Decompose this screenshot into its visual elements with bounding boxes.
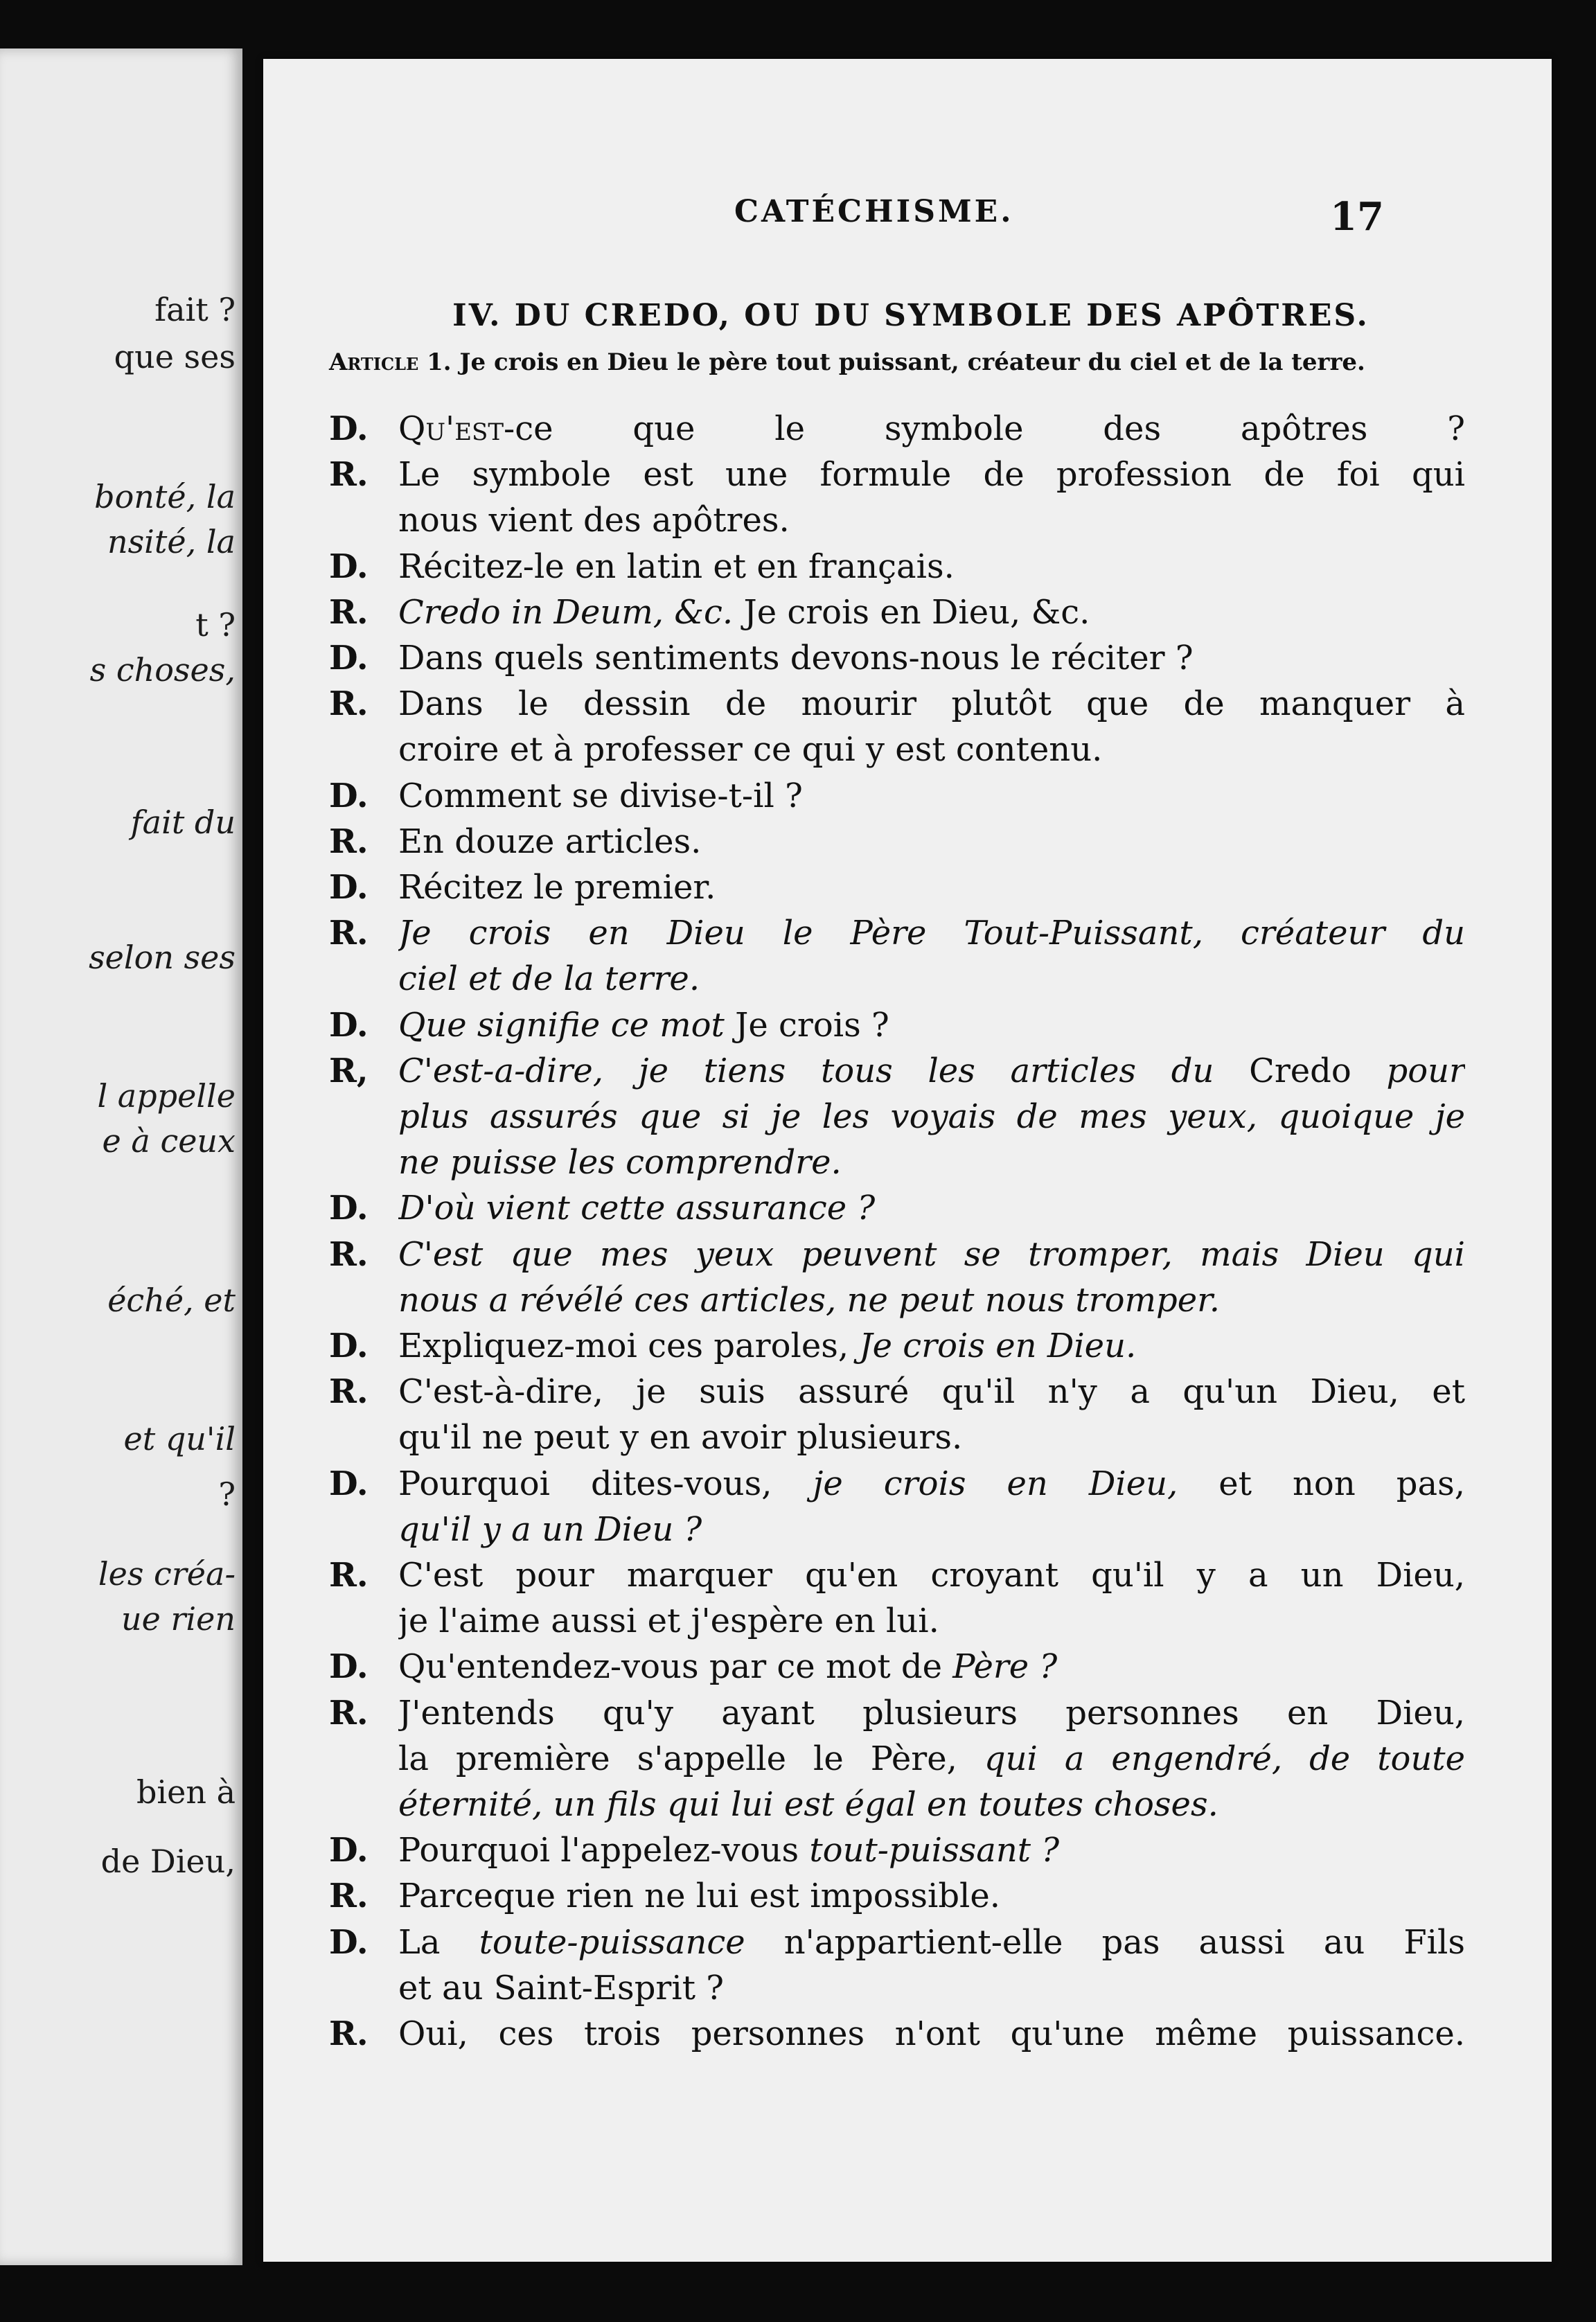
text-run: et au Saint-Esprit ? bbox=[398, 1969, 724, 2008]
line-label: R. bbox=[329, 2014, 369, 2053]
qa-line bbox=[329, 1828, 1465, 1872]
text-run: C'est-à-dire, je suis assuré qu'il n'y a qu'un Dieu, et bbox=[398, 1372, 1465, 1411]
qa-line bbox=[329, 1874, 1465, 1918]
text-run: Je crois en Dieu, &c. bbox=[733, 593, 1090, 632]
line-text bbox=[398, 636, 1465, 680]
qa-continuation-line bbox=[329, 1599, 1465, 1643]
line-text bbox=[398, 590, 1465, 635]
text-run: tout-puissant ? bbox=[809, 1831, 1060, 1870]
left-page-fragment: e à ceux bbox=[102, 1122, 236, 1160]
qa-line bbox=[329, 1920, 1465, 1965]
line-label: D. bbox=[329, 1006, 369, 1045]
line-text bbox=[398, 2012, 1465, 2056]
line-text bbox=[398, 774, 1465, 818]
text-run: je crois en Dieu, bbox=[813, 1464, 1178, 1503]
qa-continuation-line bbox=[329, 727, 1465, 772]
qa-line bbox=[329, 1553, 1465, 1597]
article-label: Article 1. bbox=[329, 348, 452, 376]
line-text bbox=[398, 1370, 1465, 1414]
text-run: ciel et de la terre. bbox=[398, 959, 700, 998]
left-page-fragment: éché, et bbox=[107, 1282, 236, 1319]
qa-line bbox=[329, 544, 1465, 589]
text-run: Expliquez-moi ces paroles, bbox=[398, 1327, 860, 1365]
article-heading bbox=[329, 348, 1465, 376]
left-page-fragment: fait du bbox=[130, 804, 236, 841]
qa-line bbox=[329, 1370, 1465, 1414]
line-text bbox=[398, 1415, 1465, 1460]
qa-continuation-line bbox=[329, 1415, 1465, 1460]
line-text bbox=[398, 1094, 1465, 1139]
text-run: nous vient des apôtres. bbox=[398, 501, 790, 540]
text-run: Qu'est bbox=[398, 409, 504, 448]
text-run: la première s'appelle le Père, bbox=[398, 1739, 984, 1778]
line-label: R. bbox=[329, 822, 369, 861]
text-run: Parceque rien ne lui est impossible. bbox=[398, 1877, 1001, 1915]
line-text bbox=[398, 957, 1465, 1001]
text-run: Pourquoi l'appelez-vous bbox=[398, 1831, 810, 1870]
qa-continuation-line bbox=[329, 1278, 1465, 1322]
line-text bbox=[398, 1462, 1465, 1506]
left-page-fragment: de Dieu, bbox=[100, 1843, 236, 1880]
qa-continuation-line bbox=[329, 1737, 1465, 1781]
text-run: C'est-a-dire, je tiens tous les articles du bbox=[398, 1052, 1214, 1090]
line-label: D. bbox=[329, 547, 369, 586]
qa-line bbox=[329, 1186, 1465, 1230]
qa-line bbox=[329, 1324, 1465, 1368]
line-label: D. bbox=[329, 639, 369, 677]
qa-continuation-line bbox=[329, 1507, 1465, 1552]
text-run: Père ? bbox=[952, 1647, 1058, 1686]
qa-continuation-line bbox=[329, 1782, 1465, 1827]
text-run: Dans le dessin de mourir plutôt que de manquer à bbox=[398, 684, 1465, 723]
text-run: Je crois en Dieu le Père Tout-Puissant, créateur du bbox=[398, 914, 1465, 952]
left-page-fragment: que ses bbox=[114, 338, 236, 375]
text-run: Le symbole est une formule de profession de foi qui bbox=[398, 455, 1465, 494]
left-page-fragment: bonté, la bbox=[94, 478, 236, 515]
text-run: Je crois ? bbox=[724, 1006, 889, 1045]
left-page-fragment: et qu'il bbox=[123, 1420, 236, 1457]
line-text bbox=[398, 1049, 1465, 1093]
qa-line bbox=[329, 407, 1465, 451]
qa-continuation-line bbox=[329, 957, 1465, 1001]
text-run: croire et à professer ce qui y est contenu. bbox=[398, 730, 1103, 769]
line-label: R. bbox=[329, 1694, 369, 1732]
line-label: R. bbox=[329, 1235, 369, 1274]
line-text bbox=[398, 1966, 1465, 2010]
main-page bbox=[263, 59, 1552, 2262]
text-run: ne puisse les comprendre. bbox=[398, 1143, 842, 1182]
left-page-fragment: ue rien bbox=[121, 1600, 236, 1638]
qa-line bbox=[329, 911, 1465, 955]
text-run: Récitez-le en latin et en français. bbox=[398, 547, 955, 586]
qa-line bbox=[329, 819, 1465, 864]
text-run: Credo bbox=[1214, 1052, 1387, 1090]
text-run: toute-puissance bbox=[479, 1923, 745, 1962]
line-text bbox=[398, 1278, 1465, 1322]
text-run: Dans quels sentiments devons-nous le réciter ? bbox=[398, 639, 1194, 677]
qa-line bbox=[329, 682, 1465, 726]
line-text bbox=[398, 911, 1465, 955]
line-label: D. bbox=[329, 1831, 369, 1870]
section-title: IV. DU CREDO, OU DU SYMBOLE DES APÔTRES. bbox=[452, 298, 1369, 333]
qa-line bbox=[329, 1003, 1465, 1047]
text-run: C'est que mes yeux peuvent se tromper, mais Dieu qui bbox=[398, 1235, 1465, 1274]
text-run: pour bbox=[1386, 1052, 1465, 1090]
line-label: D. bbox=[329, 777, 369, 815]
running-header-title: CATÉCHISME. bbox=[734, 194, 1014, 229]
text-run: plus assurés que si je les voyais de mes yeux, quoique je bbox=[398, 1097, 1465, 1136]
line-label: R. bbox=[329, 455, 369, 494]
line-label: R. bbox=[329, 1556, 369, 1595]
text-run: Oui, ces trois personnes n'ont qu'une même puissance. bbox=[398, 2014, 1465, 2053]
text-run: J'entends qu'y ayant plusieurs personnes en Dieu, bbox=[398, 1694, 1465, 1732]
left-page-fragment: l appelle bbox=[97, 1077, 236, 1115]
text-run: nous a révélé ces articles, ne peut nous tromper. bbox=[398, 1281, 1221, 1320]
text-run: -ce que le symbole des apôtres ? bbox=[504, 409, 1465, 448]
left-page-fragment: fait ? bbox=[154, 291, 236, 328]
text-run: éternité, un fils qui lui est égal en toutes choses. bbox=[398, 1785, 1218, 1824]
text-run: D'où vient cette assurance ? bbox=[398, 1189, 876, 1228]
line-label: D. bbox=[329, 868, 369, 907]
qa-continuation-line bbox=[329, 1966, 1465, 2010]
line-text bbox=[398, 498, 1465, 542]
line-text bbox=[398, 1232, 1465, 1277]
left-page-fragment: selon ses bbox=[89, 939, 236, 976]
line-label: R. bbox=[329, 1877, 369, 1915]
qa-line bbox=[329, 2012, 1465, 2056]
qa-line bbox=[329, 452, 1465, 497]
line-text bbox=[398, 1324, 1465, 1368]
left-page-fragment: ? bbox=[218, 1475, 236, 1513]
page-number: 17 bbox=[1330, 194, 1384, 240]
line-text bbox=[398, 544, 1465, 589]
qa-line bbox=[329, 1645, 1465, 1689]
line-label: R. bbox=[329, 684, 369, 723]
line-label: R. bbox=[329, 914, 369, 952]
text-run: je l'aime aussi et j'espère en lui. bbox=[398, 1602, 939, 1640]
qa-line bbox=[329, 865, 1465, 910]
line-label: R. bbox=[329, 1372, 369, 1411]
qa-line bbox=[329, 1462, 1465, 1506]
left-page-fragment: les créa- bbox=[98, 1555, 236, 1593]
qa-continuation-line bbox=[329, 1140, 1465, 1185]
text-run: Comment se divise-t-il ? bbox=[398, 777, 803, 815]
text-run: La bbox=[398, 1923, 479, 1962]
text-run: Que signifie ce mot bbox=[398, 1006, 725, 1045]
text-run: C'est pour marquer qu'en croyant qu'il y a un Dieu, bbox=[398, 1556, 1465, 1595]
text-run: Credo in Deum, &c. bbox=[398, 593, 734, 632]
text-run: qu'il ne peut y en avoir plusieurs. bbox=[398, 1418, 963, 1457]
article-text: Je crois en Dieu le père tout puissant, créateur du ciel et de la terre. bbox=[451, 348, 1365, 376]
line-text bbox=[398, 1691, 1465, 1735]
line-text bbox=[398, 407, 1465, 451]
left-page-fragment: s choses, bbox=[89, 651, 236, 689]
qa-line bbox=[329, 590, 1465, 635]
text-run: Récitez le premier. bbox=[398, 868, 716, 907]
left-page-fragment: bien à bbox=[136, 1773, 236, 1811]
line-text bbox=[398, 1737, 1465, 1781]
line-text bbox=[398, 452, 1465, 497]
line-label: D. bbox=[329, 1464, 369, 1503]
text-run: Je crois en Dieu. bbox=[859, 1327, 1137, 1365]
line-label: D. bbox=[329, 1189, 369, 1228]
line-label: R, bbox=[329, 1052, 369, 1090]
qa-line bbox=[329, 1232, 1465, 1277]
qa-line bbox=[329, 774, 1465, 818]
qa-continuation-line bbox=[329, 498, 1465, 542]
left-facing-page bbox=[0, 48, 242, 2265]
qa-line bbox=[329, 1049, 1465, 1093]
line-text bbox=[398, 1828, 1465, 1872]
line-text bbox=[398, 727, 1465, 772]
line-text bbox=[398, 1003, 1465, 1047]
text-run: Qu'entendez-vous par ce mot de bbox=[398, 1647, 953, 1686]
line-text bbox=[398, 1645, 1465, 1689]
line-text bbox=[398, 819, 1465, 864]
line-label: D. bbox=[329, 1327, 369, 1365]
line-label: R. bbox=[329, 593, 369, 632]
line-text bbox=[398, 1186, 1465, 1230]
line-text bbox=[398, 1782, 1465, 1827]
line-text bbox=[398, 682, 1465, 726]
line-label: D. bbox=[329, 1647, 369, 1686]
qa-continuation-line bbox=[329, 1094, 1465, 1139]
line-text bbox=[398, 1553, 1465, 1597]
left-page-fragment: t ? bbox=[195, 606, 236, 644]
text-run: qu'il y a un Dieu ? bbox=[398, 1510, 702, 1549]
text-run: n'appartient-elle pas aussi au Fils bbox=[745, 1923, 1465, 1962]
line-label: D. bbox=[329, 1923, 369, 1962]
text-run: Pourquoi dites-vous, bbox=[398, 1464, 813, 1503]
line-text bbox=[398, 865, 1465, 910]
text-run: et non pas, bbox=[1178, 1464, 1465, 1503]
qa-line bbox=[329, 1691, 1465, 1735]
line-text bbox=[398, 1140, 1465, 1185]
left-page-fragment: nsité, la bbox=[107, 523, 236, 560]
line-text bbox=[398, 1920, 1465, 1965]
line-label: D. bbox=[329, 409, 369, 448]
line-text bbox=[398, 1599, 1465, 1643]
line-text bbox=[398, 1874, 1465, 1918]
line-text bbox=[398, 1507, 1465, 1552]
qa-line bbox=[329, 636, 1465, 680]
text-run: qui a engendré, de toute bbox=[984, 1739, 1465, 1778]
text-run: En douze articles. bbox=[398, 822, 702, 861]
